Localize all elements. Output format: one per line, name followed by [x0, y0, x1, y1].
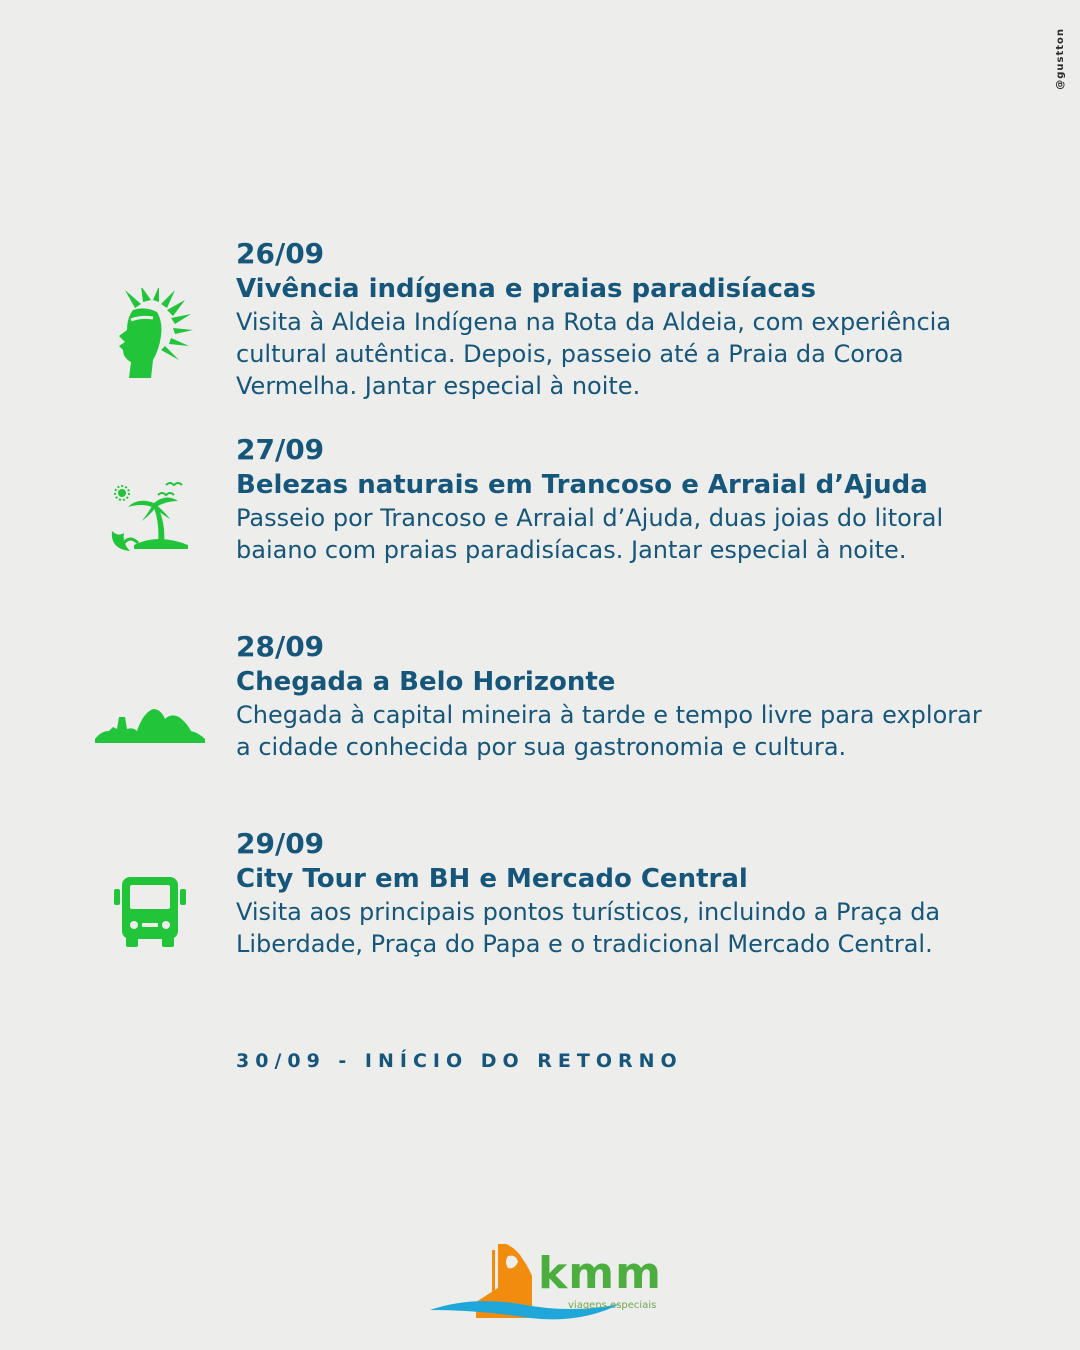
itinerary-title: Vivência indígena e praias paradisíacas: [236, 274, 816, 304]
itinerary-date: 29/09: [236, 827, 325, 860]
itinerary-title: Chegada a Belo Horizonte: [236, 667, 616, 697]
itinerary-title: City Tour em BH e Mercado Central: [236, 864, 748, 894]
itinerary-text: [236, 432, 996, 566]
itinerary-description: Visita aos principais pontos turísticos, incluindo a Praça da Liberdade, Praça do Papa e o tradicional Mercado Central.: [236, 898, 941, 958]
itinerary-text: [236, 826, 996, 960]
itinerary-description: Visita à Aldeia Indígena na Rota da Aldeia, com experiência cultural autêntica. Depois, passeio até a Praia da Coroa Vermelha. Jantar especial à noite.: [236, 308, 952, 400]
hills-icon: [95, 677, 205, 767]
itinerary-text: [236, 236, 996, 402]
itinerary-description: Passeio por Trancoso e Arraial d’Ajuda, duas joias do litoral baiano com praias paradisíacas. Jantar especial à noite.: [236, 504, 944, 564]
itinerary-date: 26/09: [236, 237, 325, 270]
logo-wordmark: kmm: [538, 1248, 662, 1299]
credit-handle: @gustton: [1055, 28, 1066, 90]
itinerary-text: [236, 629, 996, 763]
itinerary-date: 28/09: [236, 630, 325, 663]
itinerary-date: 27/09: [236, 433, 325, 466]
itinerary-title: Belezas naturais em Trancoso e Arraial d’Ajuda: [236, 470, 928, 500]
indigenous-headdress-icon: [95, 288, 205, 378]
itinerary-description: Chegada à capital mineira à tarde e tempo livre para explorar a cidade conhecida por sua gastronomia e cultura.: [236, 701, 982, 761]
palm-beach-icon: [95, 470, 205, 560]
return-note: 30/09 - INÍCIO DO RETORNO: [236, 1050, 683, 1072]
logo-tagline: viagens especiais: [568, 1300, 657, 1311]
bus-icon: [95, 866, 205, 956]
